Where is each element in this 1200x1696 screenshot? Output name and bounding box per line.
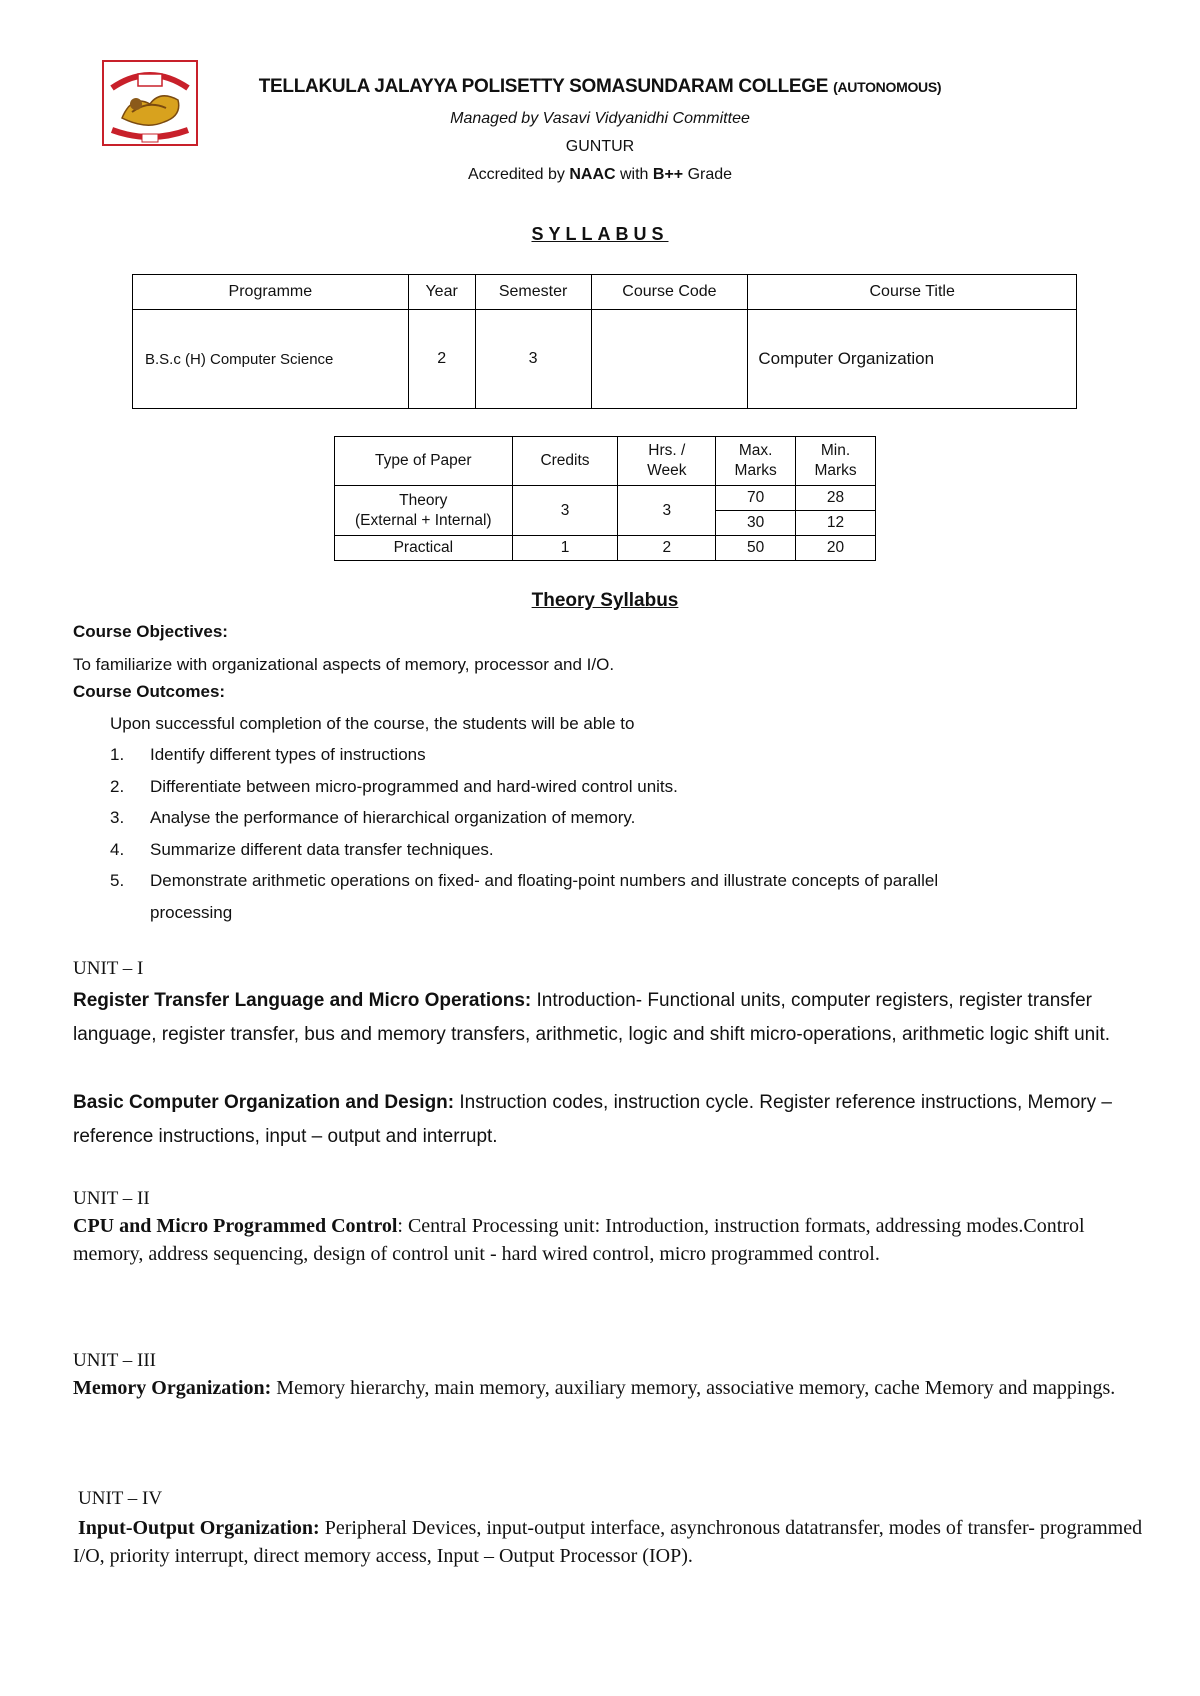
unit-2-paragraph: CPU and Micro Programmed Control: Central Processing unit: Introduction, instruction formats, addressing modes.Control memory, address sequencing, design of control unit - hard wired control, micro programmed control. <box>73 1215 1085 1265</box>
list-item-continuation: processing <box>150 902 233 922</box>
semester-cell: 3 <box>475 310 591 409</box>
theory-int-max-cell: 30 <box>716 511 796 536</box>
list-item: 3. Analyse the performance of hierarchical organization of memory. <box>110 808 636 827</box>
unit-1-paragraph-2: Basic Computer Organization and Design: Instruction codes, instruction cycle. Register reference instructions, Memory – reference instructions, input – output and interrupt. <box>73 1092 1112 1147</box>
theory-credits-cell: 3 <box>512 486 618 536</box>
college-logo-icon <box>102 60 198 146</box>
objectives-text: To familiarize with organizational aspects of memory, processor and I/O. <box>73 655 615 674</box>
table-row <box>133 310 1077 409</box>
practical-min-cell: 20 <box>796 536 876 561</box>
list-item: 5. Demonstrate arithmetic operations on fixed- and floating-point numbers and illustrate concepts of parallel <box>110 871 939 890</box>
header-max-marks: Max. Marks <box>716 437 796 486</box>
header-credits: Credits <box>512 437 618 486</box>
outcomes-intro: Upon successful completion of the course, the students will be able to <box>110 714 635 733</box>
unit-3-heading: UNIT – III <box>73 1350 157 1371</box>
table-row <box>335 536 876 561</box>
accreditation-line: Accredited by NAAC with B++ Grade <box>467 166 733 183</box>
header-semester: Semester <box>475 275 591 310</box>
theory-int-min-cell: 12 <box>796 511 876 536</box>
header-min-marks: Min. Marks <box>796 437 876 486</box>
list-item: 4. Summarize different data transfer techniques. <box>110 839 494 859</box>
course-table <box>132 274 1077 409</box>
practical-hours-cell: 2 <box>618 536 716 561</box>
course-title-cell: Computer Organization <box>748 310 1077 409</box>
objectives-label: Course Objectives: <box>73 622 228 641</box>
unit-4-paragraph: Input-Output Organization: Peripheral Devices, input-output interface, asynchronous datatransfer, modes of transfer- programmed I/O, priority interrupt, direct memory access, Input – Output Processor (IOP). <box>73 1517 1143 1567</box>
syllabus-heading: SYLLABUS <box>531 224 669 244</box>
programme-cell: B.S.c (H) Computer Science <box>133 310 409 409</box>
list-item: 2. Differentiate between micro-programmed and hard-wired control units. <box>110 776 678 796</box>
year-cell: 2 <box>408 310 475 409</box>
header-programme: Programme <box>133 275 409 310</box>
table-row <box>335 486 876 511</box>
list-item: 1. Identify different types of instructions <box>110 745 426 764</box>
college-name: TELLAKULA JALAYYA POLISETTY SOMASUNDARAM COLLEGE (AUTONOMOUS) <box>258 76 942 97</box>
managed-by-line: Managed by Vasavi Vidyanidhi Committee <box>450 110 750 127</box>
theory-syllabus-title: Theory Syllabus <box>531 590 679 611</box>
header-hours-week: Hrs. / Week <box>618 437 716 486</box>
outcomes-label: Course Outcomes: <box>73 682 226 701</box>
theory-ext-min-cell: 28 <box>796 486 876 511</box>
practical-credits-cell: 1 <box>512 536 618 561</box>
unit-1-paragraph-1: Register Transfer Language and Micro Operations: Introduction- Functional units, computer registers, register transfer language, register transfer, bus and memory transfers, arithmetic, logic and shift micro-operations, arithmetic logic shift unit. <box>73 990 1111 1045</box>
theory-label-cell: Theory (External + Internal) <box>335 486 513 536</box>
unit-1-heading: UNIT – I <box>73 958 144 979</box>
course-code-cell <box>591 310 748 409</box>
theory-ext-max-cell: 70 <box>716 486 796 511</box>
marks-table <box>334 436 876 561</box>
header-course-title: Course Title <box>748 275 1077 310</box>
unit-2-heading: UNIT – II <box>73 1188 150 1209</box>
header-type-of-paper: Type of Paper <box>335 437 513 486</box>
city-line: GUNTUR <box>565 138 635 155</box>
theory-hours-cell: 3 <box>618 486 716 536</box>
outcomes-list <box>110 739 938 928</box>
practical-label-cell: Practical <box>335 536 513 561</box>
header-year: Year <box>408 275 475 310</box>
header-course-code: Course Code <box>591 275 748 310</box>
marks-table-header-row <box>335 437 876 486</box>
autonomous-label: (AUTONOMOUS) <box>833 79 942 95</box>
practical-max-cell: 50 <box>716 536 796 561</box>
unit-4-heading: UNIT – IV <box>78 1488 163 1509</box>
course-table-header-row <box>133 275 1077 310</box>
unit-3-paragraph: Memory Organization: Memory hierarchy, main memory, auxiliary memory, associative memory, cache Memory and mappings. <box>73 1377 1116 1399</box>
